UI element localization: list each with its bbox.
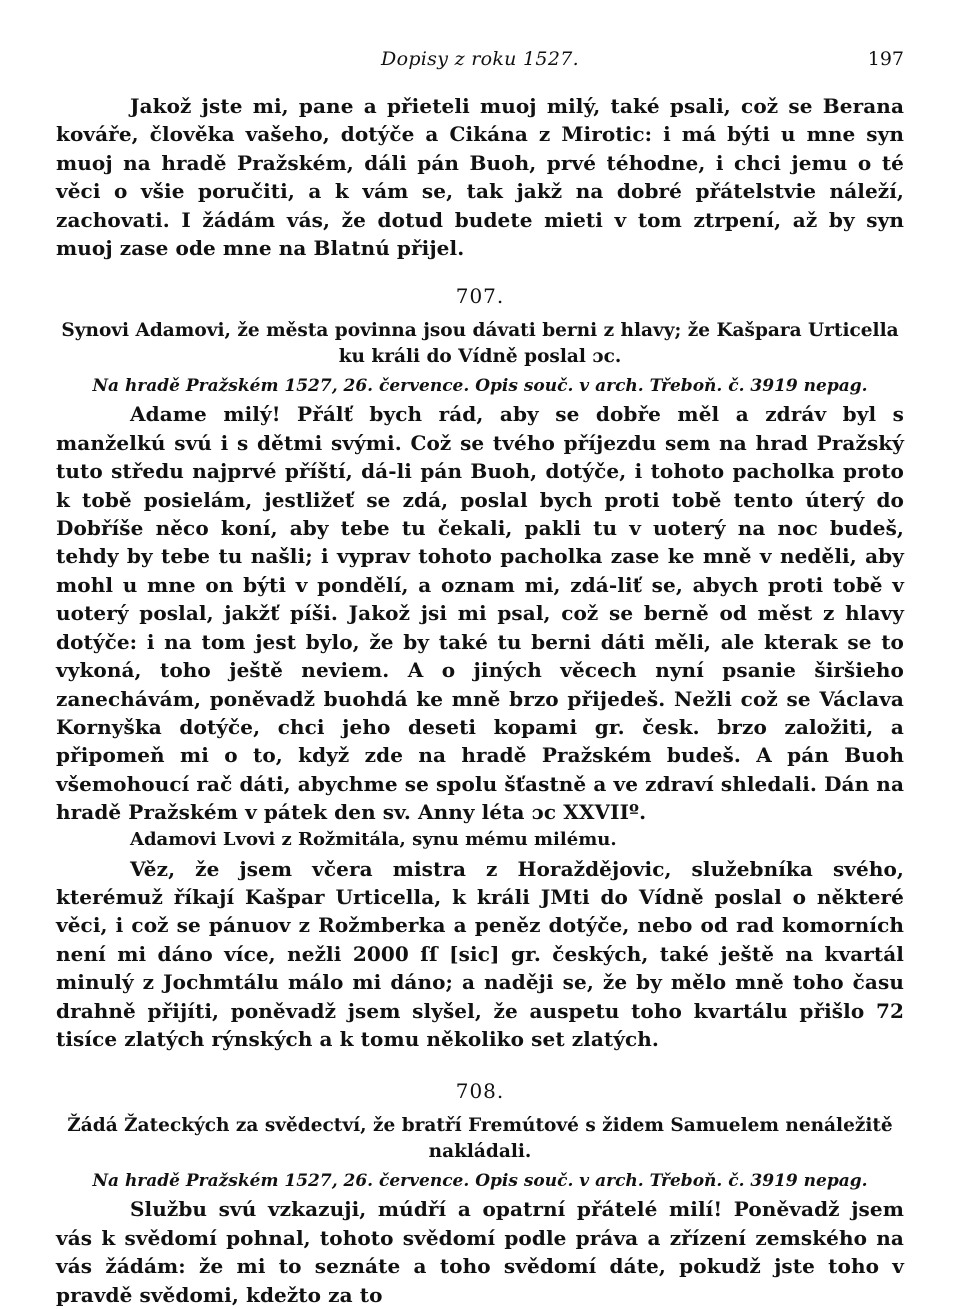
document-source: Na hradě Pražském 1527, 26. července. Opis souč. v arch. Třeboň. č. 3919 nepag. [92, 376, 868, 397]
running-title: Dopisy z roku 1527. [381, 48, 579, 70]
document-number: 708. [455, 1079, 505, 1104]
document-707 [56, 284, 904, 1053]
intro-paragraph: Jakož jste mi, pane a přieteli muoj milý, také psali, což se Berana kováře, člověka vašeho, dotýče a Cikána z Mirotic: i má býti u mne syn muoj na hradě Pražském, dáli pán Buoh, prvé téhodne, i chci jemu o té věci o všie poručiti, a k vám se, tak jakž na dobré přátelstvie náleží, zachovati. I žádám vás, že dotud budete mieti v tom ztrpení, až by syn muoj zase ode mne na Blatnú přijel. [56, 94, 904, 261]
document-summary: Synovi Adamovi, že města povinna jsou dávati berni z hlavy; že Kašpara Urticella ku králi do Vídně poslal ɔc. [61, 320, 899, 368]
document-708 [56, 1079, 904, 1309]
letter-address: Adamovi Lvovi z Rožmitála, synu mému milému. [130, 828, 617, 850]
book-page [56, 48, 904, 1309]
document-source: Na hradě Pražském 1527, 26. července. Opis souč. v arch. Třeboň. č. 3919 nepag. [92, 1171, 868, 1192]
letter-paragraph-2: Věz, že jsem včera mistra z Horaždějovic, služebníka svého, kterémuž říkají Kašpar Urticella, k králi JMti do Vídně poslal o některé věci, i což se pánuov z Rožmberka a peněz dotýče, nebo od rad komorních není mi dáno více, nežli 2000 ſſ [sic] gr. českých, také ještě na kvartál minulý z Jochmtálu málo mi dáno; a naději se, že by mělo mně toho času drahně přijíti, poněvadž jsem slyšel, že auspetu toho kvartálu přišlo 72 tisíce zlatých rýnských a k tomu několiko set zlatých. [56, 856, 904, 1051]
document-number: 707. [455, 284, 505, 309]
letter-paragraph: Adame milý! Přálť bych rád, aby se dobře měl a zdráv byl s manželkú svú i s dětmi svými. Což se tvého příjezdu sem na hrad Pražský tuto středu najprvé příští, dá-li pán Buoh, dotýče, i tohoto pacholka proto k tobě posielám, jestližeť se zdá, poslal bych proti tobě tento úterý do Dobříše něco koní, aby tebe tu čekali, pakli tu v uoterý na noc budeš, tehdy by tebe tu našli; i vyprav tohoto pacholka zase ke mně v neděli, aby mohl u mne on býti v pondělí, a oznam mi, zdá-liť se, abych proti tobě v uoterý poslal, jakžť píši. Jakož jsi mi psal, což se berně od měst z hlavy dotýče: i na tom jest bylo, že by také tu berni dáti měli, ale kterak se to vykoná, toho ještě neviem. A o jiných věcech nyní psanie širšieho zanechávám, poněvadž buohdá ke mně brzo přijedeš. Nežli což se Václava Kornyška dotýče, chci jeho deseti kopami gr. česk. brzo založiti, a připomeň mi o to, když zde na hradě Pražském budeš. A pán Buoh všemohoucí rač dáti, abychme se spolu šťastně a ve zdraví shledali. Dán na hradě Pražském v pátek den sv. Anny léta ɔc XXVIIº. [56, 402, 904, 825]
document-summary: Žádá Žateckých za svědectví, že bratří Fremútové s židem Samuelem nenáležitě nakládali. [67, 1115, 893, 1163]
page-number: 197 [867, 48, 904, 70]
page-header [56, 48, 904, 78]
letter-paragraph: Službu svú vzkazuji, múdří a opatrní přátelé milí! Poněvadž jsem vás k svědomí pohnal, tohoto svědomí podle práva a zřízení zemského na vás žádám: že mi to seznáte a toho svědomí dáte, pokudž jste toho v pravdě svědomi, kdežto za to [56, 1197, 904, 1307]
